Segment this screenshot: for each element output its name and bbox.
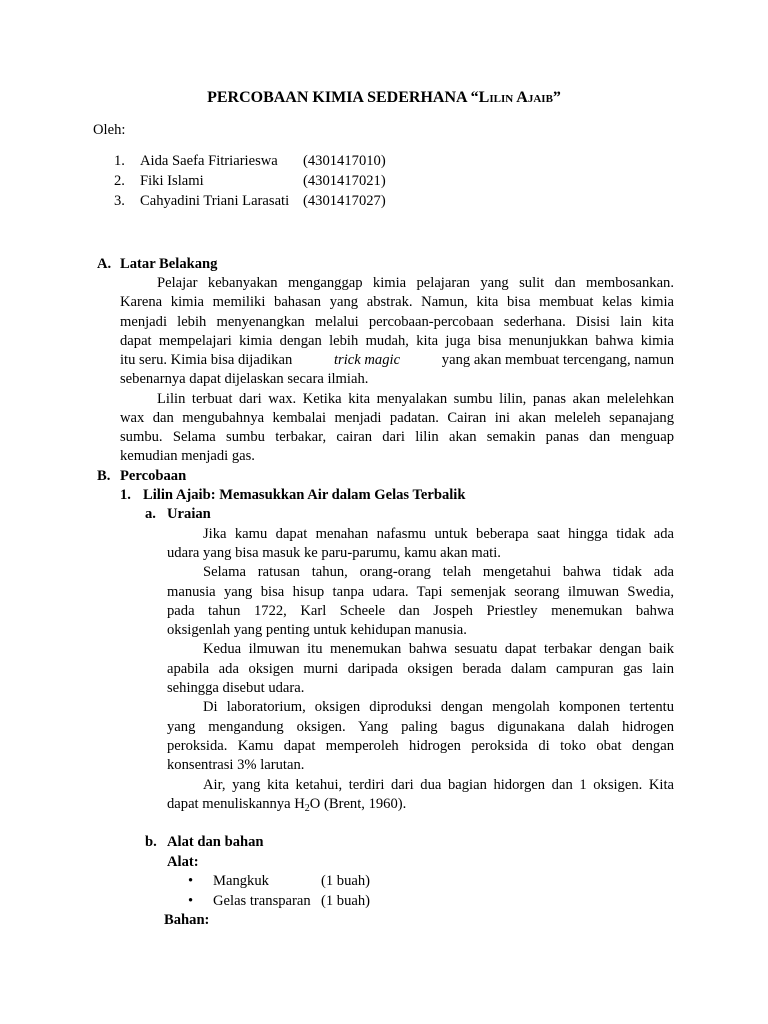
paragraph-line: Di laboratorium, oksigen diproduksi dengan mengolah komponen tertentu	[203, 699, 674, 715]
section-b-heading: Percobaan	[120, 468, 187, 484]
alat-item-qty: (1 buah)	[321, 873, 371, 889]
author-num: 2.	[114, 173, 125, 189]
paragraph-line: kemudian menjadi gas.	[120, 448, 255, 464]
alat-item-name: Gelas transparan	[213, 893, 311, 909]
author-id: (4301417010)	[303, 153, 386, 169]
paragraph-line: Lilin terbuat dari wax. Ketika kita menyalakan sumbu lilin, panas akan melelehkan	[157, 391, 674, 407]
paragraph-line: pada tahun 1722, Karl Scheele dan Jospeh Priestley menemukan bahwa	[167, 603, 674, 619]
paragraph-line: Kedua ilmuwan itu menemukan bahwa sesuatu dapat terbakar dengan baik	[203, 641, 674, 657]
paragraph-line: sumbu. Selama sumbu terbakar, cairan dari lilin akan semakin panas dan menguap	[120, 429, 674, 445]
author-name: Cahyadini Triani Larasati	[140, 193, 290, 209]
oleh-label: Oleh:	[93, 122, 126, 138]
author-name: Fiki Islami	[140, 173, 204, 189]
bullet-icon: •	[188, 873, 194, 889]
paragraph-line: manusia yang bisa hisup tanpa udara. Tapi semenjak seorang ilmuwan Swedia,	[167, 584, 674, 600]
paragraph-line: dapat menuliskannya $H_2O$ (Brent, 1960).	[167, 796, 407, 814]
italic-term: trick magic	[334, 352, 401, 368]
paragraph-line: dapat mempelajari kimia dengan lebih mudah, kita juga bisa menunjukkan bahwa kimia	[120, 333, 674, 349]
paragraph-line: itu seru. Kimia bisa dijadikan trick magic yang akan membuat tercengang, namun	[120, 351, 674, 370]
paragraph-line: Air, yang kita ketahui, terdiri dari dua bagian hidorgen dan 1 oksigen. Kita	[203, 777, 674, 793]
item-letter: b.	[145, 834, 157, 850]
bahan-label: Bahan:	[164, 912, 210, 928]
author-id: (4301417027)	[303, 193, 386, 209]
uraian-heading: Uraian	[167, 506, 211, 522]
subsection-num: 1.	[120, 487, 131, 503]
paragraph-line: sehingga disebut udara.	[167, 680, 305, 696]
document-title: PERCOBAAN KIMIA SEDERHANA “Lilin Ajaib”	[207, 89, 561, 106]
alat-bahan-heading: Alat dan bahan	[167, 834, 264, 850]
alat-item-name: Mangkuk	[213, 873, 269, 889]
paragraph-line: apabila ada oksigen murni daripada oksigen berada dalam campuran gas lain	[167, 661, 674, 677]
paragraph-line: Selama ratusan tahun, orang-orang telah mengetahui bahwa tidak ada	[203, 564, 674, 580]
paragraph-line: oksigenlah yang penting untuk kehidupan manusia.	[167, 622, 467, 638]
paragraph-line: wax dan mengubahnya kembalai menjadi padatan. Cairan ini akan meleleh sepanajang	[120, 410, 674, 426]
alat-label: Alat:	[167, 854, 199, 870]
alat-item-qty: (1 buah)	[321, 893, 371, 909]
subscript: 2	[304, 803, 310, 814]
author-name: Aida Saefa Fitriarieswa	[140, 153, 278, 169]
paragraph-line: Karena kimia memiliki bahasan yang abstrak. Namun, kita bisa membuat kelas kimia	[120, 294, 674, 310]
paragraph-line: menjadi lebih menyenangkan melalui percobaan-percobaan sederhana. Disisi lain kita	[120, 314, 674, 330]
author-num: 1.	[114, 153, 125, 169]
paragraph-line: peroksida. Kamu dapat memperoleh hidrogen peroksida di toko obat dengan	[167, 738, 674, 754]
bullet-icon: •	[188, 893, 194, 909]
paragraph-line: sebenarnya dapat dijelaskan secara ilmiah.	[120, 371, 369, 387]
paragraph-line: konsentrasi 3% larutan.	[167, 757, 305, 773]
section-b-letter: B.	[97, 468, 111, 484]
paragraph-line: yang mengandung oksigen. Yang paling bagus digunakana dalah hidrogen	[167, 719, 674, 735]
section-a-letter: A.	[97, 256, 112, 272]
author-id: (4301417021)	[303, 173, 386, 189]
section-a-heading: Latar Belakang	[120, 256, 218, 272]
subsection-heading: Lilin Ajaib: Memasukkan Air dalam Gelas Terbalik	[143, 487, 466, 503]
paragraph-line: udara yang bisa masuk ke paru-parumu, kamu akan mati.	[167, 545, 501, 561]
author-num: 3.	[114, 193, 125, 209]
item-letter: a.	[145, 506, 156, 522]
paragraph-line: Pelajar kebanyakan menganggap kimia pelajaran yang sulit dan membosankan.	[157, 275, 674, 291]
paragraph-line: Jika kamu dapat menahan nafasmu untuk beberapa saat hingga tidak ada	[203, 526, 674, 542]
